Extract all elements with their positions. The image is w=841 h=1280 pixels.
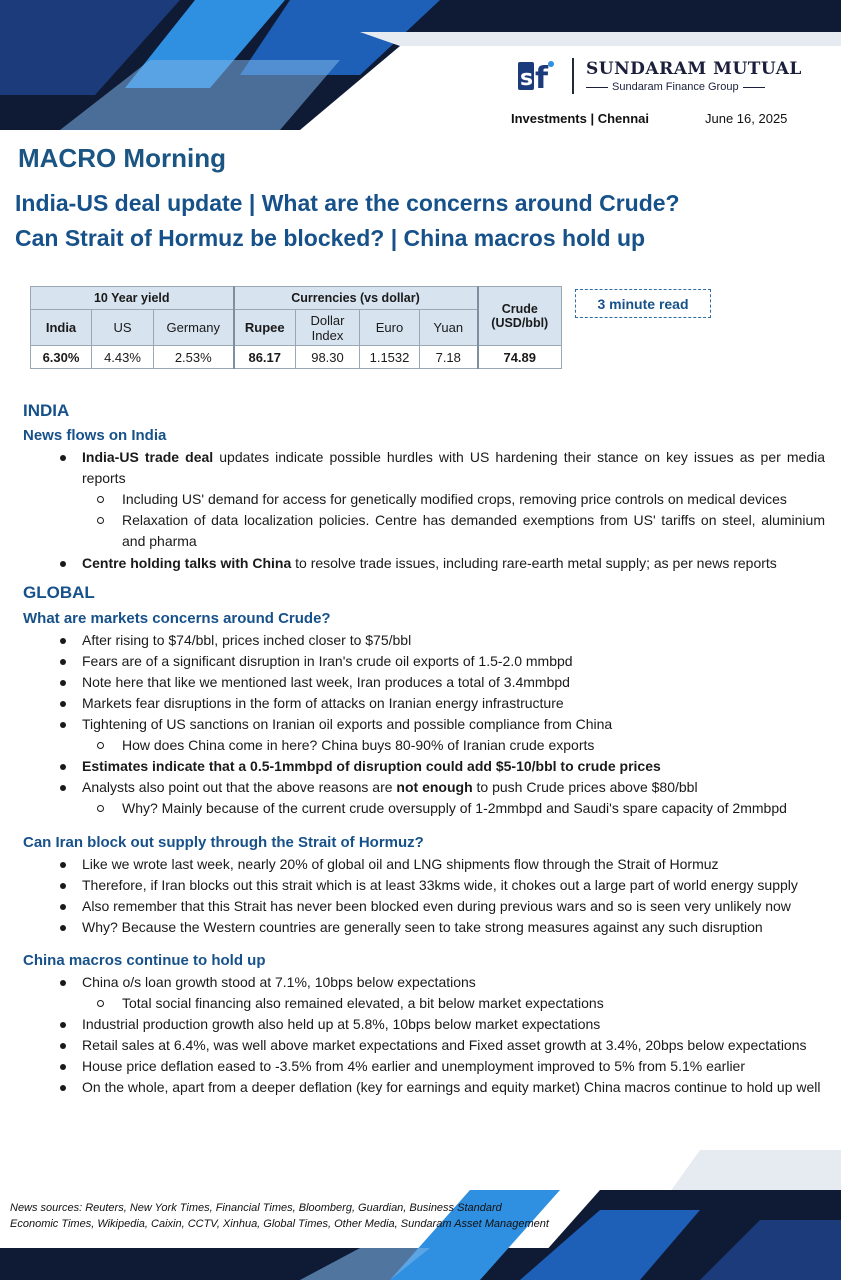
list-item: Also remember that this Strait has never been blocked even during previous wars and so is seen very unlikely now xyxy=(0,896,841,917)
list-item: Tightening of US sanctions on Iranian oil exports and possible compliance from China xyxy=(0,714,841,735)
value-yuan: 7.18 xyxy=(420,346,478,369)
col-header-rupee: Rupee xyxy=(234,310,296,346)
list-item: Like we wrote last week, nearly 20% of global oil and LNG shipments flow through the Strait of Hormuz xyxy=(0,854,841,875)
brand-subtitle: Sundaram Finance Group xyxy=(586,81,802,93)
list-item: Why? Because the Western countries are generally seen to take strong measures against any such disruption xyxy=(0,917,841,938)
headline-1: India-US deal update | What are the concerns around Crude? xyxy=(15,190,680,216)
sub-list-item: Including US' demand for access for genetically modified crops, removing price controls on medical devices xyxy=(0,489,841,510)
svg-text:f: f xyxy=(535,61,549,94)
value-germany-yield: 2.53% xyxy=(154,346,234,369)
section-heading-india: INDIA xyxy=(23,401,70,420)
value-crude: 74.89 xyxy=(478,346,562,369)
col-header-yuan: Yuan xyxy=(420,310,478,346)
subheading-china: China macros continue to hold up xyxy=(23,952,266,969)
list-item: Markets fear disruptions in the form of attacks on Iranian energy infrastructure xyxy=(0,693,841,714)
list-item: House price deflation eased to -3.5% from 4% earlier and unemployment improved to 5% from 5.1% earlier xyxy=(0,1056,841,1077)
subheading-hormuz: Can Iran block out supply through the Strait of Hormuz? xyxy=(23,834,424,851)
india-news-list xyxy=(0,447,841,574)
sundaram-logo-icon xyxy=(518,58,562,94)
market-table xyxy=(30,286,562,369)
svg-text:s: s xyxy=(520,66,534,91)
list-item: On the whole, apart from a deeper deflation (key for earnings and equity market) China macros continue to hold up well xyxy=(0,1077,841,1098)
group-header-currencies: Currencies (vs dollar) xyxy=(234,287,478,310)
value-india-yield: 6.30% xyxy=(31,346,92,369)
brand-logo xyxy=(518,58,802,94)
subheading-crude: What are markets concerns around Crude? xyxy=(23,610,331,627)
col-header-us: US xyxy=(92,310,154,346)
col-header-india: India xyxy=(31,310,92,346)
list-item: Centre holding talks with China to resolve trade issues, including rare-earth metal supply; as per news reports xyxy=(0,553,841,574)
value-euro: 1.1532 xyxy=(360,346,420,369)
section-heading-global: GLOBAL xyxy=(23,583,95,602)
brand-divider xyxy=(572,58,574,94)
read-time-badge: 3 minute read xyxy=(575,289,711,318)
list-item: Therefore, if Iran blocks out this strait which is at least 33kms wide, it chokes out a large part of world energy supply xyxy=(0,875,841,896)
group-header-crude: Crude (USD/bbl) xyxy=(478,287,562,346)
col-header-euro: Euro xyxy=(360,310,420,346)
list-item: After rising to $74/bbl, prices inched closer to $75/bbl xyxy=(0,630,841,651)
sub-list-item: How does China come in here? China buys 80-90% of Iranian crude exports xyxy=(0,735,841,756)
value-us-yield: 4.43% xyxy=(92,346,154,369)
list-item: Fears are of a significant disruption in Iran's crude oil exports of 1.5-2.0 mmbpd xyxy=(0,651,841,672)
list-item: China o/s loan growth stood at 7.1%, 10bps below expectations xyxy=(0,972,841,993)
hormuz-list xyxy=(0,854,841,938)
value-dollar-index: 98.30 xyxy=(296,346,360,369)
news-sources: News sources: Reuters, New York Times, Financial Times, Bloomberg, Guardian, Business Standard Economic Times, Wikipedia, Caixin, CCTV, Xinhua, Global Times, Other Media, Sundaram Asset Management xyxy=(10,1202,549,1230)
list-item: Note here that like we mentioned last week, Iran produces a total of 3.4mmbpd xyxy=(0,672,841,693)
headline-2: Can Strait of Hormuz be blocked? | China macros hold up xyxy=(15,225,646,251)
col-header-germany: Germany xyxy=(154,310,234,346)
group-header-yield: 10 Year yield xyxy=(31,287,234,310)
sub-list-item: Why? Mainly because of the current crude oversupply of 1-2mmbpd and Saudi's spare capacity of 2mmbpd xyxy=(0,798,841,819)
value-rupee: 86.17 xyxy=(234,346,296,369)
list-item: Retail sales at 6.4%, was well above market expectations and Fixed asset growth at 3.4%, 20bps below expectations xyxy=(0,1035,841,1056)
list-item: Analysts also point out that the above reasons are not enough to push Crude prices above $80/bbl xyxy=(0,777,841,798)
report-date: June 16, 2025 xyxy=(705,111,788,126)
subheading-india-news: News flows on India xyxy=(23,427,167,444)
list-item: Estimates indicate that a 0.5-1mmbpd of disruption could add $5-10/bbl to crude prices xyxy=(0,756,841,777)
crude-list xyxy=(0,630,841,819)
brand-name: SUNDARAM MUTUAL xyxy=(586,59,802,79)
department-label: Investments | Chennai xyxy=(511,111,650,126)
col-header-dollar-index: Dollar Index xyxy=(296,310,360,346)
list-item: Industrial production growth also held up at 5.8%, 10bps below market expectations xyxy=(0,1014,841,1035)
sub-list-item: Relaxation of data localization policies. Centre has demanded exemptions from US' tariffs on steel, aluminium and pharma xyxy=(0,510,841,552)
list-item: India-US trade deal updates indicate possible hurdles with US hardening their stance on key issues as per media reports xyxy=(0,447,841,489)
sub-list-item: Total social financing also remained elevated, a bit below market expectations xyxy=(0,993,841,1014)
china-list xyxy=(0,972,841,1098)
page-title: MACRO Morning xyxy=(18,143,226,173)
